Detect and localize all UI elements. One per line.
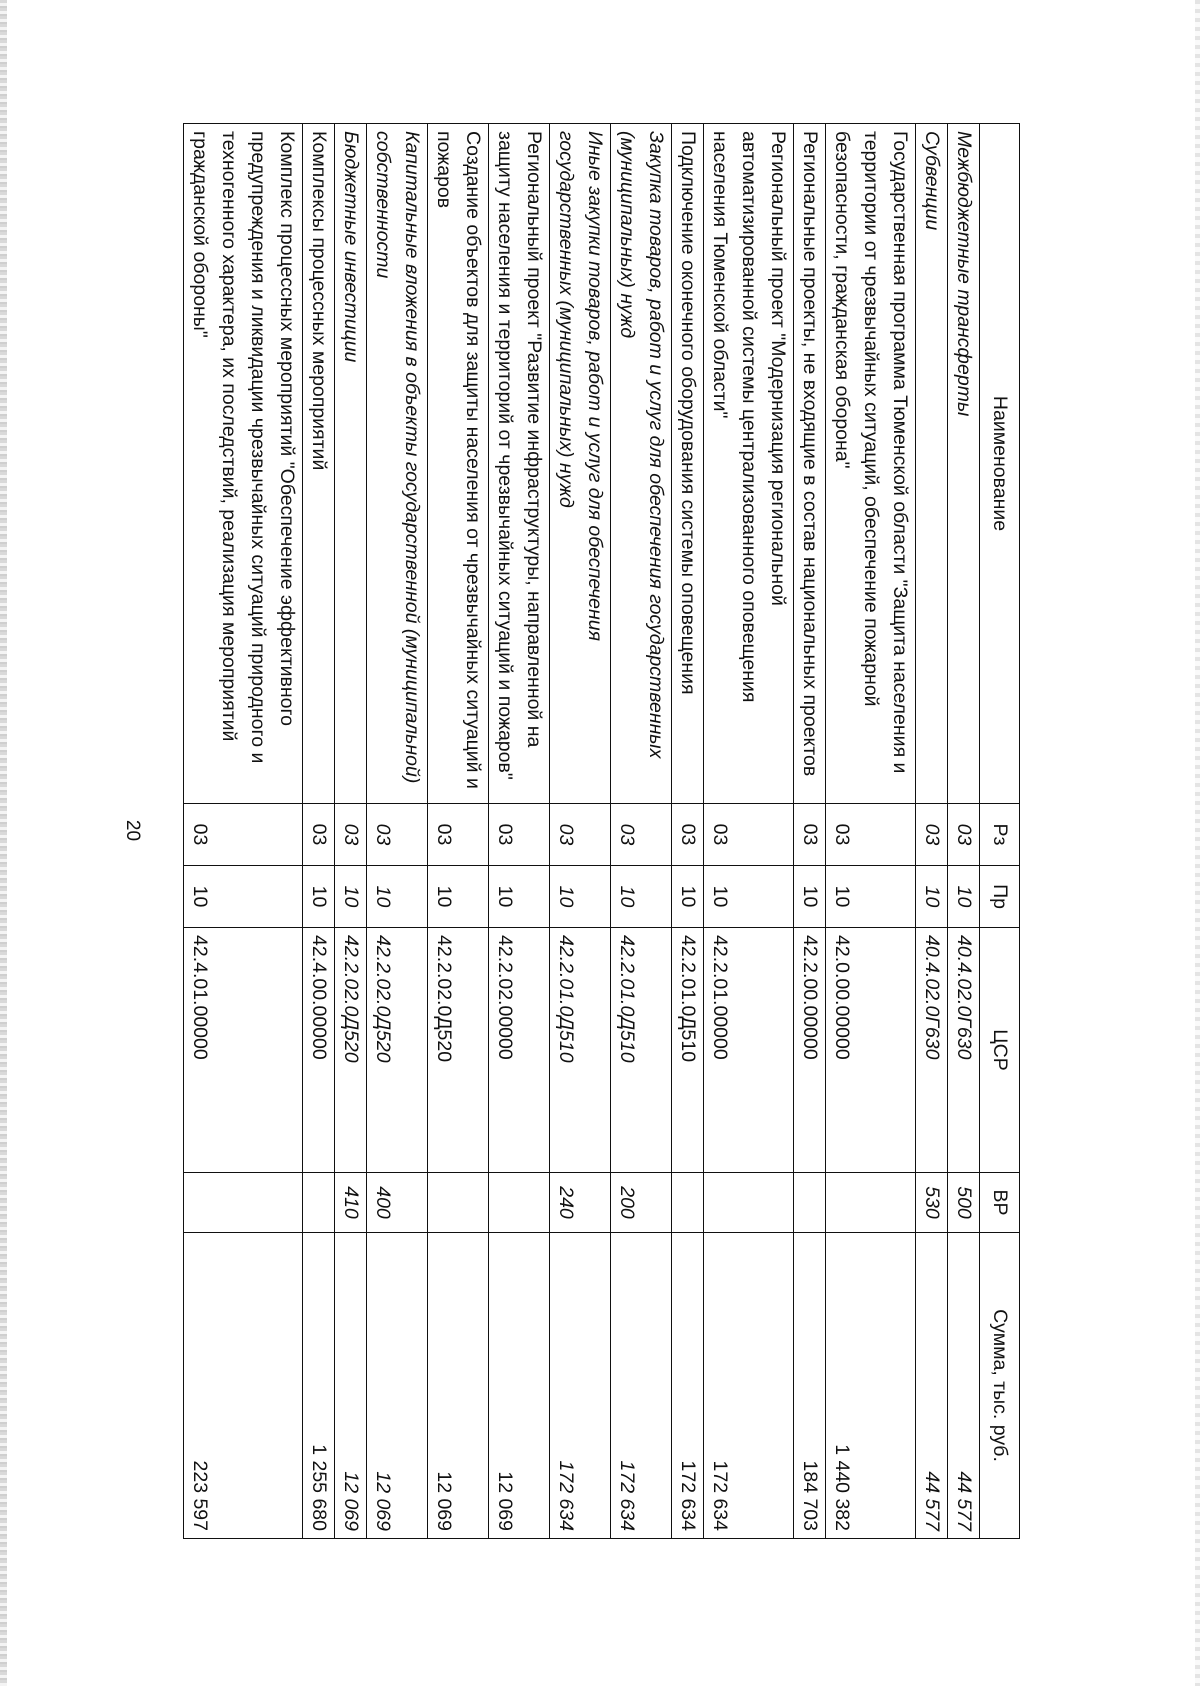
row-name: Межбюджетные трансферты — [948, 124, 980, 804]
row-sum: 184 703 — [794, 1233, 826, 1539]
row-pr: 10 — [550, 866, 611, 928]
table-row — [367, 124, 428, 1539]
header-sum: Сумма, тыс. руб. — [980, 1233, 1020, 1539]
row-rz: 03 — [916, 804, 948, 866]
row-pr: 10 — [704, 866, 794, 928]
row-rz: 03 — [672, 804, 704, 866]
row-vr — [489, 1173, 550, 1233]
row-rz: 03 — [367, 804, 428, 866]
row-rz: 03 — [335, 804, 367, 866]
row-csr: 42.2.00.00000 — [794, 928, 826, 1173]
row-vr — [704, 1173, 794, 1233]
row-sum: 12 069 — [428, 1233, 489, 1539]
row-rz: 03 — [184, 804, 303, 866]
row-vr — [826, 1173, 916, 1233]
row-sum: 44 577 — [948, 1233, 980, 1539]
row-rz: 03 — [611, 804, 672, 866]
table-row — [672, 124, 704, 1539]
row-csr: 42.2.02.0Д520 — [367, 928, 428, 1173]
row-vr: 400 — [367, 1173, 428, 1233]
row-sum: 172 634 — [550, 1233, 611, 1539]
table-row — [335, 124, 367, 1539]
row-pr: 10 — [916, 866, 948, 928]
row-pr: 10 — [335, 866, 367, 928]
header-row — [980, 124, 1020, 1539]
row-rz: 03 — [794, 804, 826, 866]
row-name: Государственная программа Тюменской области "Защита населения и территории от чрезвычайных ситуаций, обеспечение пожарной безопасности, гражданская оборона" — [826, 124, 916, 804]
row-csr: 42.2.01.0Д510 — [672, 928, 704, 1173]
table-row — [794, 124, 826, 1539]
scan-edge-right — [1195, 0, 1200, 1686]
row-pr: 10 — [367, 866, 428, 928]
row-csr: 42.0.00.00000 — [826, 928, 916, 1173]
row-vr — [428, 1173, 489, 1233]
table-row — [489, 124, 550, 1539]
row-name: Бюджетные инвестиции — [335, 124, 367, 804]
row-pr: 10 — [826, 866, 916, 928]
row-vr — [672, 1173, 704, 1233]
row-sum: 223 597 — [184, 1233, 303, 1539]
table-row — [303, 124, 335, 1539]
row-csr: 42.2.02.0Д520 — [428, 928, 489, 1173]
row-name: Подключение оконечного оборудования системы оповещения — [672, 124, 704, 804]
row-pr: 10 — [428, 866, 489, 928]
row-vr: 240 — [550, 1173, 611, 1233]
row-name: Региональный проект "Модернизация региональной автоматизированной системы централизованного оповещения населения Тюменской области" — [704, 124, 794, 804]
row-rz: 03 — [550, 804, 611, 866]
row-name: Создание объектов для защиты населения от чрезвычайных ситуаций и пожаров — [428, 124, 489, 804]
row-sum: 172 634 — [704, 1233, 794, 1539]
row-rz: 03 — [303, 804, 335, 866]
row-csr: 42.2.01.00000 — [704, 928, 794, 1173]
row-pr: 10 — [948, 866, 980, 928]
header-rz: Рз — [980, 804, 1020, 866]
row-rz: 03 — [948, 804, 980, 866]
row-csr: 42.2.01.0Д510 — [550, 928, 611, 1173]
row-sum: 1 255 680 — [303, 1233, 335, 1539]
row-rz: 03 — [489, 804, 550, 866]
table-row — [916, 124, 948, 1539]
row-sum: 12 069 — [489, 1233, 550, 1539]
row-pr: 10 — [184, 866, 303, 928]
header-name: Наименование — [980, 124, 1020, 804]
header-vr: ВР — [980, 1173, 1020, 1233]
row-vr — [184, 1173, 303, 1233]
row-name: Региональный проект "Развитие инфраструктуры, направленной на защиту населения и территорий от чрезвычайных ситуаций и пожаров" — [489, 124, 550, 804]
row-sum: 1 440 382 — [826, 1233, 916, 1539]
row-sum: 44 577 — [916, 1233, 948, 1539]
row-name: Капитальные вложения в объекты государственной (муниципальной) собственности — [367, 124, 428, 804]
row-rz: 03 — [826, 804, 916, 866]
table-row — [611, 124, 672, 1539]
header-csr: ЦСР — [980, 928, 1020, 1173]
row-vr — [303, 1173, 335, 1233]
scan-edge-left — [0, 0, 7, 1686]
row-name: Комплексы процессных мероприятий — [303, 124, 335, 804]
row-rz: 03 — [704, 804, 794, 866]
budget-table — [183, 123, 1020, 1539]
row-name: Региональные проекты, не входящие в состав национальных проектов — [794, 124, 826, 804]
table-row — [184, 124, 303, 1539]
row-sum: 172 634 — [672, 1233, 704, 1539]
row-name: Иные закупки товаров, работ и услуг для обеспечения государственных (муниципальных) нужд — [550, 124, 611, 804]
row-vr — [794, 1173, 826, 1233]
row-pr: 10 — [672, 866, 704, 928]
table-row — [428, 124, 489, 1539]
table-row — [550, 124, 611, 1539]
row-csr: 42.4.01.00000 — [184, 928, 303, 1173]
table-row — [948, 124, 980, 1539]
page-number: 20 — [122, 819, 143, 842]
row-csr: 42.4.00.00000 — [303, 928, 335, 1173]
row-csr: 42.2.01.0Д510 — [611, 928, 672, 1173]
row-csr: 42.2.02.0Д520 — [335, 928, 367, 1173]
row-pr: 10 — [611, 866, 672, 928]
rotated-page — [122, 123, 1020, 1538]
row-pr: 10 — [489, 866, 550, 928]
row-pr: 10 — [794, 866, 826, 928]
row-sum: 172 634 — [611, 1233, 672, 1539]
row-sum: 12 069 — [367, 1233, 428, 1539]
row-pr: 10 — [303, 866, 335, 928]
table-row — [704, 124, 794, 1539]
row-csr: 40.4.02.0Г630 — [948, 928, 980, 1173]
row-sum: 12 069 — [335, 1233, 367, 1539]
table-row — [826, 124, 916, 1539]
row-vr: 530 — [916, 1173, 948, 1233]
row-rz: 03 — [428, 804, 489, 866]
row-csr: 42.2.02.00000 — [489, 928, 550, 1173]
row-csr: 40.4.02.0Г630 — [916, 928, 948, 1173]
row-vr: 410 — [335, 1173, 367, 1233]
row-vr: 500 — [948, 1173, 980, 1233]
header-pr: Пр — [980, 866, 1020, 928]
row-name: Закупка товаров, работ и услуг для обеспечения государственных (муниципальных) нужд — [611, 124, 672, 804]
row-name: Субвенции — [916, 124, 948, 804]
row-vr: 200 — [611, 1173, 672, 1233]
row-name: Комплекс процессных мероприятий "Обеспечение эффективного предупреждения и ликвидации чрезвычайных ситуаций природного и техногенного характера, их последствий, реализация мероприятий гражданской обороны" — [184, 124, 303, 804]
